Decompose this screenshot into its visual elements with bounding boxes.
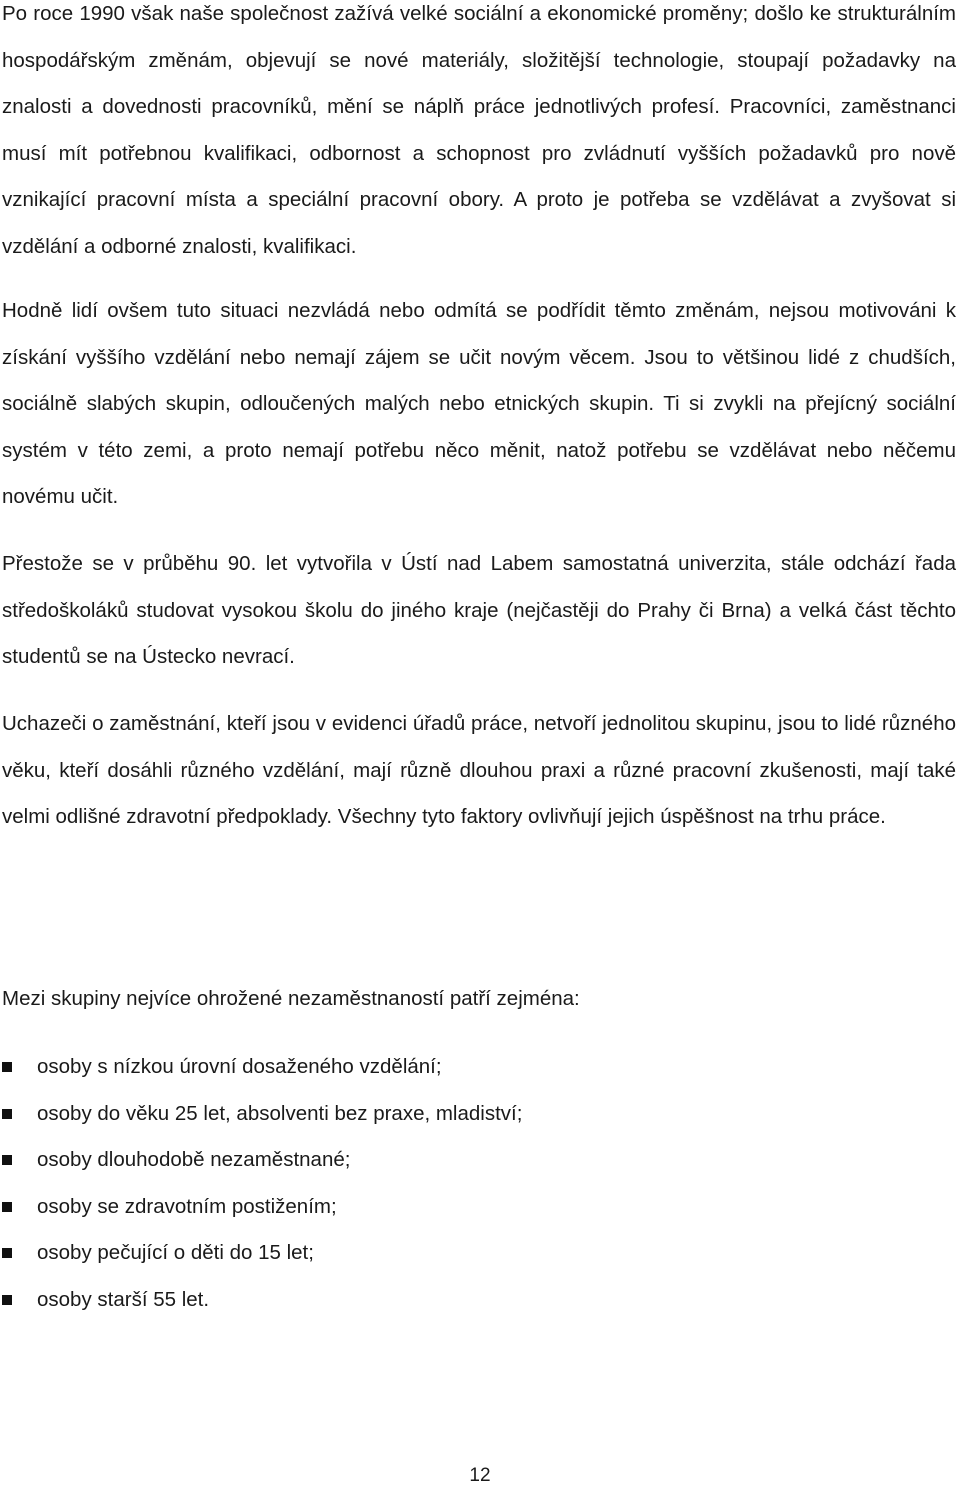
list-item: [2, 1184, 956, 1231]
list-item: [2, 1137, 956, 1184]
list-intro-paragraph: Mezi skupiny nejvíce ohrožené nezaměstnaností patří zejména:: [2, 987, 580, 1010]
square-bullet-icon: [2, 1155, 12, 1165]
square-bullet-icon: [2, 1109, 12, 1119]
list-item: [2, 1044, 956, 1091]
risk-groups-list: [2, 1044, 956, 1323]
square-bullet-icon: [2, 1248, 12, 1258]
page-number: 12: [469, 1465, 491, 1486]
paragraph-3: Přestože se v průběhu 90. let vytvořila v Ústí nad Labem samostatná univerzita, stále odchází řada středoškoláků studovat vysokou školu do jiného kraje (nejčastěji do Prahy či Brna) a velká část těchto studentů se na Ústecko nevrací.: [2, 552, 956, 668]
list-item-text: osoby starší 55 let.: [37, 1287, 210, 1311]
list-item: [2, 1277, 956, 1324]
list-item-text: osoby dlouhodobě nezaměstnané;: [37, 1148, 351, 1171]
list-item: [2, 1091, 956, 1138]
list-item-text: osoby pečující o děti do 15 let;: [37, 1241, 314, 1264]
list-item-text: osoby s nízkou úrovní dosaženého vzdělání;: [37, 1055, 442, 1078]
square-bullet-icon: [2, 1295, 12, 1305]
paragraph-4: Uchazeči o zaměstnání, kteří jsou v evidenci úřadů práce, netvoří jednolitou skupinu, jsou to lidé různého věku, kteří dosáhli různého vzdělání, mají různě dlouhou praxi a různé pracovní zkušenosti, mají také velmi odlišné zdravotní předpoklady. Všechny tyto faktory ovlivňují jejich úspěšnost na trhu práce.: [2, 712, 956, 828]
list-item-text: osoby se zdravotním postižením;: [37, 1194, 337, 1218]
list-item-text: osoby do věku 25 let, absolventi bez praxe, mladiství;: [37, 1101, 523, 1125]
square-bullet-icon: [2, 1062, 12, 1072]
paragraph-1: Po roce 1990 však naše společnost zažívá velké sociální a ekonomické proměny; došlo ke strukturálním hospodářským změnám, objevují se nové materiály, složitější technologie, stoupají požadavky na znalosti a dovednosti pracovníků, mění se náplň práce jednotlivých profesí. Pracovníci, zaměstnanci musí mít potřebnou kvalifikaci, odbornost a schopnost pro zvládnutí vyšších požadavků pro nově vznikající pracovní místa a speciální pracovní obory. A proto je potřeba se vzdělávat a zvyšovat si vzdělání a odborné znalosti, kvalifikaci.: [2, 2, 956, 258]
paragraph-2: Hodně lidí ovšem tuto situaci nezvládá nebo odmítá se podřídit těmto změnám, nejsou motivováni k získání vyššího vzdělání nebo nemají zájem se učit novým věcem. Jsou to většinou lidé z chudších, sociálně slabých skupin, odloučených malých nebo etnických skupin. Ti si zvykli na přejícný sociální systém v této zemi, a proto nemají potřebu něco měnit, natož potřebu se vzdělávat nebo něčemu novému učit.: [2, 299, 956, 508]
list-item: [2, 1230, 956, 1277]
square-bullet-icon: [2, 1202, 12, 1212]
